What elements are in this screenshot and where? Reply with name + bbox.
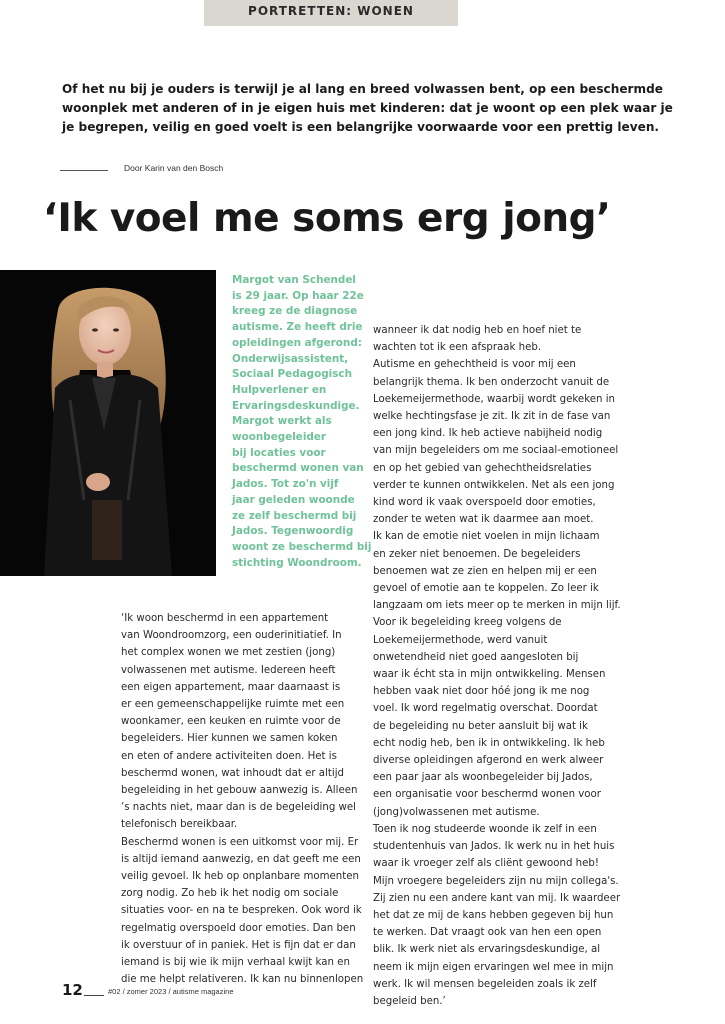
body-right-line: kind word ik vaak overspoeld door emoties, xyxy=(373,497,596,509)
body-left-line: iemand is bij wie ik mijn verhaal kwijt kan en xyxy=(121,957,350,969)
lead-line: bij locaties voor xyxy=(232,446,326,459)
lead-intro xyxy=(232,273,392,571)
body-right-line: het dat ze mij de kans hebben gegeven bij hun xyxy=(373,909,614,921)
lead-line: Onderwijsassistent, xyxy=(232,352,349,365)
body-right-line: Ik kan de emotie niet voelen in mijn lichaam xyxy=(373,531,600,543)
body-left-line: ’s nachts niet, maar dan is de begeleiding wel xyxy=(121,802,356,814)
body-left-line: regelmatig overspoeld door emoties. Dan ben xyxy=(121,922,356,934)
body-left-line: zorg nodig. Zo heb ik het nodig om sociale xyxy=(121,888,339,900)
body-right-line: langzaam om iets meer op te merken in mijn lijf. xyxy=(373,600,621,612)
body-left-line: telefonisch bereikbaar. xyxy=(121,819,238,831)
body-left-line: beschermd wonen, wat inhoudt dat er altijd xyxy=(121,767,345,779)
body-right-line: Autisme en gehechtheid is voor mij een xyxy=(373,359,576,371)
body-right-line: wachten tot ik een afspraak heb. xyxy=(373,342,542,354)
page-number: 12 xyxy=(62,981,83,999)
body-right-line: Voor ik begeleiding kreeg volgens de xyxy=(373,617,562,629)
lead-line: opleidingen afgerond: xyxy=(232,336,362,349)
body-right-line: echt nodig heb, ben ik in ontwikkeling. Ik heb xyxy=(373,737,605,749)
lead-line: woont ze beschermd bij xyxy=(232,540,372,553)
lead-line: Hulpverlener en xyxy=(232,383,327,396)
body-left-line: die me helpt relativeren. Ik kan nu binnenlopen xyxy=(121,974,364,986)
body-right-line: diverse opleidingen afgerond en werk alweer xyxy=(373,755,604,767)
body-right-line: van mijn begeleiders om me sociaal-emotioneel xyxy=(373,445,619,457)
body-right-line: studentenhuis van Jados. Ik werk nu in het huis xyxy=(373,841,615,853)
lead-line: Margot werkt als xyxy=(232,415,332,428)
lead-line: beschermd wonen van xyxy=(232,462,364,475)
body-left-line: het complex wonen we met zestien (jong) xyxy=(121,647,336,659)
body-left-line: van Woondroomzorg, een ouderinitiatief. In xyxy=(121,630,342,642)
body-right-line: waar ik écht sta in mijn ontwikkeling. Mensen xyxy=(373,669,606,681)
body-right-line: zonder te weten wat ik daarmee aan moet. xyxy=(373,514,594,526)
lead-line: woonbegeleider xyxy=(232,431,327,444)
lead-line: is 29 jaar. Op haar 22e xyxy=(232,289,364,302)
body-left-line: is altijd iemand aanwezig, en dat geeft me een xyxy=(121,853,361,865)
portrait-illustration xyxy=(0,270,216,576)
body-right-line: voel. Ik word regelmatig overschat. Doordat xyxy=(373,703,598,715)
body-right-line: werk. Ik wil mensen begeleiden zoals ik zelf xyxy=(373,978,597,990)
body-right-line: neem ik mijn eigen ervaringen wel mee in mijn xyxy=(373,961,614,973)
body-right-line: (jong)volwassenen met autisme. xyxy=(373,806,540,818)
lead-line: stichting Woondroom. xyxy=(232,556,362,569)
section-label: PORTRETTEN: WONEN xyxy=(248,4,414,18)
lead-line: kreeg ze de diagnose xyxy=(232,305,358,318)
body-right-line: Toen ik nog studeerde woonde ik zelf in een xyxy=(373,823,597,835)
body-right-line: begeleid ben.’ xyxy=(373,995,446,1007)
body-left-line: woonkamer, een keuken en ruimte voor de xyxy=(121,716,341,728)
body-left-line: situaties voor- en na te bespreken. Ook word ik xyxy=(121,905,362,917)
lead-line: Jados. Tegenwoordig xyxy=(232,525,354,538)
body-column-left xyxy=(121,610,366,988)
lead-line: Sociaal Pedagogisch xyxy=(232,368,352,381)
portrait-photo xyxy=(0,270,216,576)
body-right-line: belangrijk thema. Ik ben onderzocht vanuit de xyxy=(373,376,610,388)
lead-line: Ervaringsdeskundige. xyxy=(232,399,360,412)
byline: Door Karin van den Bosch xyxy=(124,163,224,173)
body-right-line: hebben vaak niet door hóé jong ik me nog xyxy=(373,686,590,698)
body-right-line: een organisatie voor beschermd wonen voor xyxy=(373,789,601,801)
body-right-line: gevoel of emotie aan te koppelen. Zo leer ik xyxy=(373,583,599,595)
body-right-line: een jong kind. Ik heb actieve nabijheid nodig xyxy=(373,428,603,440)
body-right-line: wanneer ik dat nodig heb en hoef niet te xyxy=(373,325,582,336)
lead-line: jaar geleden woonde xyxy=(232,493,355,506)
body-left-line: volwassenen met autisme. Iedereen heeft xyxy=(121,664,336,676)
body-right-line: Loekemeijermethode, werd vanuit xyxy=(373,634,548,646)
lead-line: Jados. Tot zo'n vijf xyxy=(232,478,339,491)
body-left-line: en eten of andere activiteiten doen. Het is xyxy=(121,750,337,762)
body-right-line: de begeleiding nu beter aansluit bij wat ik xyxy=(373,720,588,732)
body-right-line: Loekemeijermethode, waarbij wordt gekeken in xyxy=(373,393,615,405)
body-left-line: begeleiding in het gebouw aanwezig is. Alleen xyxy=(121,785,358,797)
body-right-line: benoemen wat ze zien en helpen mij er een xyxy=(373,565,597,577)
body-left-line: ‘Ik woon beschermd in een appartement xyxy=(121,613,329,624)
body-right-line: welke hechtingsfase je zit. Ik zit in de fase van xyxy=(373,411,611,423)
footer-issue: #02 / zomer 2023 / autisme magazine xyxy=(108,987,234,996)
body-right-line: Zij zien nu een andere kant van mij. Ik waardeer xyxy=(373,892,621,904)
lead-line: Margot van Schendel xyxy=(232,274,356,286)
body-left-line: er een gemeenschappelijke ruimte met een xyxy=(121,699,345,711)
body-right-line: een paar jaar als woonbegeleider bij Jados, xyxy=(373,772,593,784)
lead-line: autisme. Ze heeft drie xyxy=(232,321,363,334)
body-right-line: en op het gebied van gehechtheidsrelaties xyxy=(373,462,592,474)
body-right-line: te werken. Dat vraagt ook van hen een open xyxy=(373,927,602,939)
lead-line: ze zelf beschermd bij xyxy=(232,509,357,522)
body-left-line: veilig gevoel. Ik heb op onplanbare momenten xyxy=(121,871,359,883)
body-left-line: ik overstuur of in paniek. Het is fijn dat er dan xyxy=(121,939,356,951)
byline-divider xyxy=(60,170,108,171)
body-left-line: een eigen appartement, maar daarnaast is xyxy=(121,681,341,693)
body-right-line: verder te kunnen ontwikkelen. Net als een jong xyxy=(373,479,615,491)
intro-paragraph: Of het nu bij je ouders is terwijl je al lang en breed volwassen bent, op een beschermde woonplek met anderen of in je eigen huis met kinderen: dat je woont op een plek waar je je begrepen, veilig en goed voelt is een belangrijke voorwaarde voor een prettig leven. xyxy=(62,82,673,134)
body-right-line: waar ik vroeger zelf als cliënt gewoond heb! xyxy=(373,858,599,870)
body-right-line: Mijn vroegere begeleiders zijn nu mijn collega's. xyxy=(373,875,619,887)
article-title: ‘Ik voel me soms erg jong’ xyxy=(43,196,611,241)
footer-divider xyxy=(84,995,104,996)
body-right-line: onwetendheid niet goed aangesloten bij xyxy=(373,651,579,663)
body-right-line: en zeker niet benoemen. De begeleiders xyxy=(373,548,581,560)
body-column-right xyxy=(373,322,629,1010)
section-header xyxy=(204,0,458,26)
body-left-line: Beschermd wonen is een uitkomst voor mij. Er xyxy=(121,836,359,848)
body-right-line: blik. Ik werk niet als ervaringsdeskundige, al xyxy=(373,944,601,956)
body-left-line: begeleiders. Hier kunnen we samen koken xyxy=(121,733,338,745)
